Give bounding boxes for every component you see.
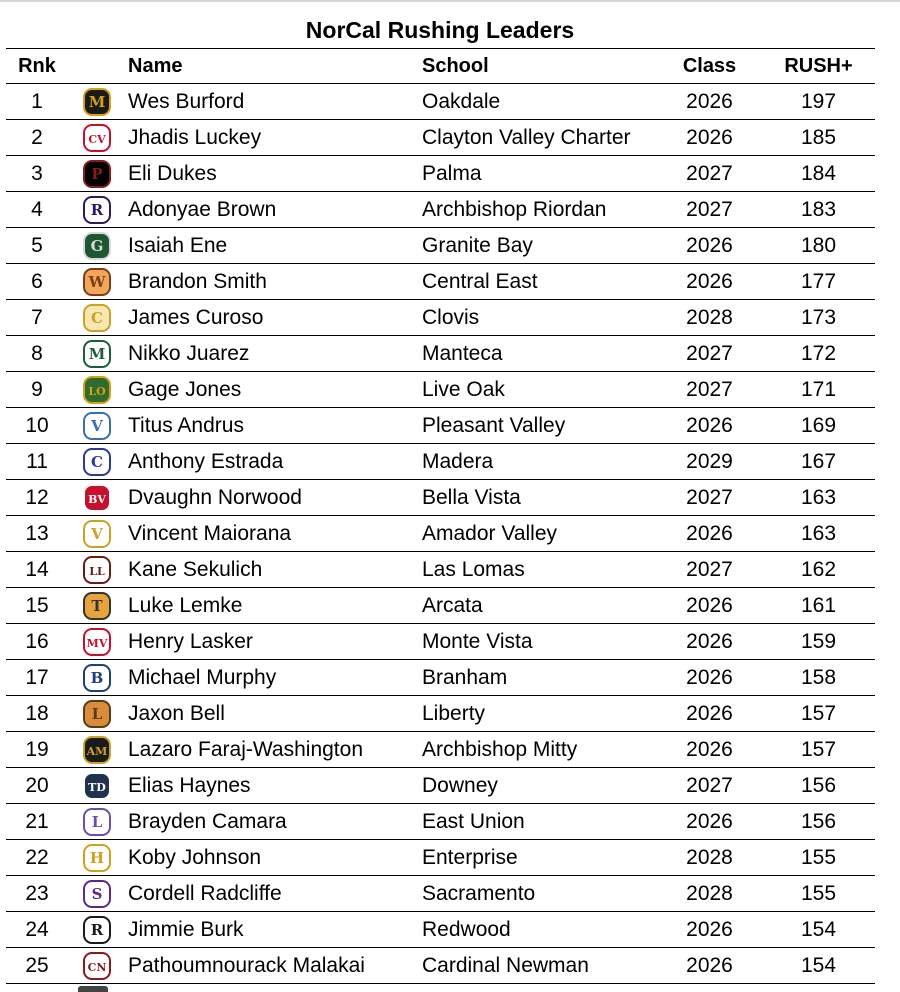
central-east-wolf-logo-icon — [82, 267, 112, 297]
rush-plus-value: 158 — [762, 660, 875, 696]
logo-cell — [68, 372, 126, 408]
rush-plus-value: 155 — [762, 840, 875, 876]
rank-cell: 25 — [6, 948, 68, 984]
school-name: Manteca — [422, 336, 657, 372]
logo-cell — [68, 840, 126, 876]
rank-cell: 19 — [6, 732, 68, 768]
table-body — [6, 84, 875, 984]
rush-plus-value: 169 — [762, 408, 875, 444]
logo-cell — [68, 408, 126, 444]
player-name: Vincent Maiorana — [126, 516, 422, 552]
table-row — [6, 624, 875, 660]
logo-cell — [68, 156, 126, 192]
player-name: Jhadis Luckey — [126, 120, 422, 156]
liberty-lion-logo-icon — [82, 699, 112, 729]
logo-cell — [68, 624, 126, 660]
amador-valley-v-logo-icon — [82, 519, 112, 549]
rush-plus-value: 184 — [762, 156, 875, 192]
table-row — [6, 228, 875, 264]
class-year: 2026 — [657, 696, 762, 732]
class-year: 2026 — [657, 912, 762, 948]
class-year: 2026 — [657, 408, 762, 444]
rush-plus-value: 155 — [762, 876, 875, 912]
class-year: 2026 — [657, 588, 762, 624]
logo-cell — [68, 588, 126, 624]
class-year: 2026 — [657, 228, 762, 264]
svg-text:L: L — [91, 812, 103, 831]
table-row — [6, 660, 875, 696]
class-year: 2028 — [657, 300, 762, 336]
player-name: Henry Lasker — [126, 624, 422, 660]
table-row — [6, 588, 875, 624]
east-union-lancer-logo-icon — [82, 807, 112, 837]
logo-cell — [68, 228, 126, 264]
madera-coyote-logo-icon — [82, 447, 112, 477]
school-name: Live Oak — [422, 372, 657, 408]
svg-text:CV: CV — [88, 132, 106, 146]
player-name: Anthony Estrada — [126, 444, 422, 480]
sacramento-s-logo-icon — [82, 879, 112, 909]
svg-text:B: B — [90, 668, 104, 687]
player-name: Gage Jones — [126, 372, 422, 408]
svg-text:T: T — [91, 596, 103, 615]
logo-cell — [68, 444, 126, 480]
table-row — [6, 372, 875, 408]
header-school: School — [422, 49, 657, 84]
rank-cell: 9 — [6, 372, 68, 408]
class-year: 2027 — [657, 768, 762, 804]
player-name: Wes Burford — [126, 84, 422, 120]
svg-text:LL: LL — [89, 564, 105, 578]
school-name: Pleasant Valley — [422, 408, 657, 444]
rush-plus-value: 197 — [762, 84, 875, 120]
rush-plus-value: 167 — [762, 444, 875, 480]
class-year: 2027 — [657, 192, 762, 228]
rush-plus-value: 162 — [762, 552, 875, 588]
school-name: Bella Vista — [422, 480, 657, 516]
player-name: Eli Dukes — [126, 156, 422, 192]
logo-cell — [68, 912, 126, 948]
class-year: 2026 — [657, 948, 762, 984]
class-year: 2026 — [657, 516, 762, 552]
logo-cell — [68, 876, 126, 912]
rank-cell: 17 — [6, 660, 68, 696]
header-class: Class — [657, 49, 762, 84]
logo-cell — [68, 300, 126, 336]
rush-plus-value: 163 — [762, 480, 875, 516]
rush-plus-value: 171 — [762, 372, 875, 408]
logo-cell — [68, 660, 126, 696]
table-row — [6, 804, 875, 840]
school-name: Archbishop Riordan — [422, 192, 657, 228]
player-name: James Curoso — [126, 300, 422, 336]
rush-plus-value: 173 — [762, 300, 875, 336]
school-name: Central East — [422, 264, 657, 300]
class-year: 2026 — [657, 264, 762, 300]
table-row — [6, 156, 875, 192]
logo-cell — [68, 732, 126, 768]
header-rush: RUSH+ — [762, 49, 875, 84]
rank-cell: 13 — [6, 516, 68, 552]
logo-cell — [68, 120, 126, 156]
school-name: Clovis — [422, 300, 657, 336]
svg-text:H: H — [89, 848, 105, 867]
school-name: Cardinal Newman — [422, 948, 657, 984]
las-lomas-ll-logo-icon — [82, 555, 112, 585]
rush-plus-value: 159 — [762, 624, 875, 660]
rank-cell: 5 — [6, 228, 68, 264]
player-name: Nikko Juarez — [126, 336, 422, 372]
class-year: 2029 — [657, 444, 762, 480]
player-name: Adonyae Brown — [126, 192, 422, 228]
header-logo — [68, 49, 126, 84]
class-year: 2028 — [657, 840, 762, 876]
table-row — [6, 444, 875, 480]
rush-plus-value: 177 — [762, 264, 875, 300]
rank-cell: 20 — [6, 768, 68, 804]
rank-cell: 22 — [6, 840, 68, 876]
table-row — [6, 84, 875, 120]
logo-cell — [68, 336, 126, 372]
player-name: Isaiah Ene — [126, 228, 422, 264]
branham-bruin-logo-icon — [82, 663, 112, 693]
rush-plus-value: 161 — [762, 588, 875, 624]
table-row — [6, 120, 875, 156]
rank-cell: 15 — [6, 588, 68, 624]
bella-vista-bronco-logo-icon — [82, 483, 112, 513]
rank-cell: 3 — [6, 156, 68, 192]
svg-text:W: W — [88, 272, 106, 291]
clayton-valley-cv-logo-icon — [82, 123, 112, 153]
svg-text:P: P — [91, 164, 103, 183]
school-name: Oakdale — [422, 84, 657, 120]
svg-text:MV: MV — [86, 636, 108, 650]
rank-cell: 12 — [6, 480, 68, 516]
rank-cell: 7 — [6, 300, 68, 336]
rush-plus-value: 157 — [762, 732, 875, 768]
table-row — [6, 696, 875, 732]
svg-text:C: C — [91, 452, 103, 471]
rush-plus-value: 180 — [762, 228, 875, 264]
rank-cell: 21 — [6, 804, 68, 840]
rank-cell: 4 — [6, 192, 68, 228]
school-name: Palma — [422, 156, 657, 192]
palma-p-logo-icon — [82, 159, 112, 189]
player-name: Jimmie Burk — [126, 912, 422, 948]
live-oak-acorn-logo-icon — [82, 375, 112, 405]
logo-cell — [68, 696, 126, 732]
player-name: Jaxon Bell — [126, 696, 422, 732]
manteca-m-logo-icon — [82, 339, 112, 369]
svg-text:CN: CN — [87, 960, 107, 974]
rush-plus-value: 185 — [762, 120, 875, 156]
rank-cell: 14 — [6, 552, 68, 588]
school-name: Amador Valley — [422, 516, 657, 552]
rushing-leaders-table — [6, 48, 875, 984]
logo-cell — [68, 192, 126, 228]
school-name: Sacramento — [422, 876, 657, 912]
pleasant-valley-viking-logo-icon — [82, 411, 112, 441]
svg-text:V: V — [91, 416, 103, 435]
oakdale-mustang-logo-icon — [82, 87, 112, 117]
mitty-am-logo-icon — [82, 735, 112, 765]
svg-text:M: M — [88, 344, 106, 363]
school-name: Enterprise — [422, 840, 657, 876]
table-row — [6, 336, 875, 372]
rush-plus-value: 163 — [762, 516, 875, 552]
rush-plus-value: 172 — [762, 336, 875, 372]
redwood-logo-icon — [82, 915, 112, 945]
rush-plus-value: 154 — [762, 912, 875, 948]
logo-cell — [68, 552, 126, 588]
header-name: Name — [126, 49, 422, 84]
school-name: Granite Bay — [422, 228, 657, 264]
player-name: Lazaro Faraj-Washington — [126, 732, 422, 768]
class-year: 2027 — [657, 336, 762, 372]
granite-bay-grizzly-logo-icon — [82, 231, 112, 261]
rank-cell: 2 — [6, 120, 68, 156]
table-row — [6, 408, 875, 444]
class-year: 2026 — [657, 804, 762, 840]
school-name: Las Lomas — [422, 552, 657, 588]
downey-td-logo-icon — [82, 771, 112, 801]
logo-cell — [68, 84, 126, 120]
school-name: Arcata — [422, 588, 657, 624]
table-row — [6, 840, 875, 876]
rank-cell: 24 — [6, 912, 68, 948]
school-name: Archbishop Mitty — [422, 732, 657, 768]
svg-text:R: R — [90, 200, 104, 219]
table-row — [6, 264, 875, 300]
school-name: Branham — [422, 660, 657, 696]
rank-cell: 18 — [6, 696, 68, 732]
top-divider — [0, 0, 900, 2]
rank-cell: 11 — [6, 444, 68, 480]
table-row — [6, 480, 875, 516]
table-row — [6, 552, 875, 588]
table-row — [6, 768, 875, 804]
logo-cell — [68, 804, 126, 840]
school-name: Redwood — [422, 912, 657, 948]
class-year: 2027 — [657, 480, 762, 516]
school-name: Clayton Valley Charter — [422, 120, 657, 156]
table-row — [6, 876, 875, 912]
rush-plus-value: 154 — [762, 948, 875, 984]
class-year: 2028 — [657, 876, 762, 912]
table-row — [6, 300, 875, 336]
cardinal-newman-cn-logo-icon — [82, 951, 112, 981]
svg-text:M: M — [88, 92, 106, 111]
table-row — [6, 732, 875, 768]
rank-cell: 1 — [6, 84, 68, 120]
logo-cell — [68, 516, 126, 552]
class-year: 2026 — [657, 120, 762, 156]
svg-text:V: V — [91, 524, 103, 543]
svg-text:S: S — [91, 884, 103, 903]
svg-text:R: R — [90, 920, 104, 939]
header-rank: Rnk — [6, 49, 68, 84]
rank-cell: 10 — [6, 408, 68, 444]
table-header-row — [6, 49, 875, 84]
svg-text:C: C — [91, 308, 103, 327]
svg-text:LO: LO — [88, 384, 106, 398]
rush-plus-value: 157 — [762, 696, 875, 732]
class-year: 2026 — [657, 84, 762, 120]
svg-text:BV: BV — [88, 492, 106, 506]
arcata-tiger-logo-icon — [82, 591, 112, 621]
svg-text:AM: AM — [86, 744, 108, 758]
player-name: Brayden Camara — [126, 804, 422, 840]
logo-cell — [68, 948, 126, 984]
class-year: 2026 — [657, 660, 762, 696]
school-name: Liberty — [422, 696, 657, 732]
school-name: Monte Vista — [422, 624, 657, 660]
class-year: 2026 — [657, 624, 762, 660]
monte-vista-mv-logo-icon — [82, 627, 112, 657]
player-name: Elias Haynes — [126, 768, 422, 804]
rush-plus-value: 156 — [762, 768, 875, 804]
rank-cell: 16 — [6, 624, 68, 660]
player-name: Cordell Radcliffe — [126, 876, 422, 912]
class-year: 2027 — [657, 156, 762, 192]
next-row-logo-icon — [78, 986, 108, 992]
player-name: Kane Sekulich — [126, 552, 422, 588]
player-name: Koby Johnson — [126, 840, 422, 876]
svg-text:TD: TD — [88, 780, 106, 794]
table-row — [6, 948, 875, 984]
player-name: Michael Murphy — [126, 660, 422, 696]
class-year: 2027 — [657, 552, 762, 588]
clovis-cougar-logo-icon — [82, 303, 112, 333]
class-year: 2026 — [657, 732, 762, 768]
rush-plus-value: 183 — [762, 192, 875, 228]
enterprise-hornet-logo-icon — [82, 843, 112, 873]
rush-plus-value: 156 — [762, 804, 875, 840]
table-row — [6, 192, 875, 228]
school-name: Downey — [422, 768, 657, 804]
player-name: Brandon Smith — [126, 264, 422, 300]
riordan-r-logo-icon — [82, 195, 112, 225]
table-row — [6, 912, 875, 948]
player-name: Luke Lemke — [126, 588, 422, 624]
logo-cell — [68, 480, 126, 516]
table-row — [6, 516, 875, 552]
school-name: East Union — [422, 804, 657, 840]
rank-cell: 8 — [6, 336, 68, 372]
logo-cell — [68, 768, 126, 804]
class-year: 2027 — [657, 372, 762, 408]
rank-cell: 6 — [6, 264, 68, 300]
player-name: Titus Andrus — [126, 408, 422, 444]
school-name: Madera — [422, 444, 657, 480]
logo-cell — [68, 264, 126, 300]
player-name: Pathoumnourack Malakai — [126, 948, 422, 984]
rank-cell: 23 — [6, 876, 68, 912]
svg-text:L: L — [91, 704, 103, 723]
svg-text:G: G — [90, 236, 104, 255]
page-title: NorCal Rushing Leaders — [305, 17, 575, 43]
player-name: Dvaughn Norwood — [126, 480, 422, 516]
